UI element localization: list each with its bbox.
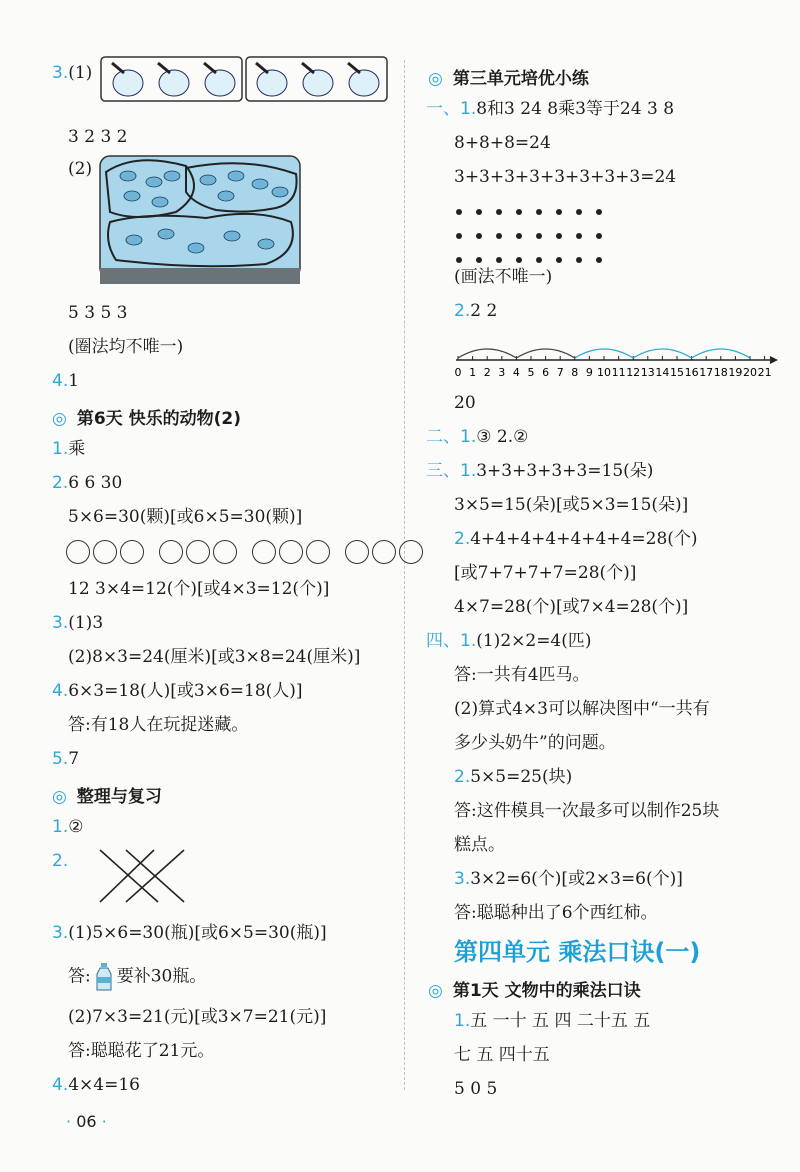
p4-q1-answer: 答:一共有4匹马。	[454, 665, 590, 685]
p4-q2: 2.5×5=25(块)	[454, 767, 573, 787]
dot-row-3	[456, 248, 616, 267]
number-line-label: 12	[626, 366, 641, 379]
p1-q2-answer: 20	[454, 393, 476, 413]
s6-q2-answer: 12 3×4=12(个)[或4×3=12(个)]	[68, 579, 330, 599]
section-day1-title: ◎ 第1天 文物中的乘法口诀	[428, 981, 641, 1001]
number-line-label: 5	[527, 366, 535, 379]
number-line-label: 6	[542, 366, 550, 379]
p1-q2: 2.2 2	[454, 301, 498, 321]
p3-q2-c: 4×7=28(个)[或7×4=28(个)]	[454, 597, 689, 617]
number-line-label: 3	[498, 366, 506, 379]
p4-q3-answer: 答:聪聪种出了6个西红柿。	[454, 903, 658, 923]
q3-2-answer: 5 3 5 3	[68, 303, 128, 323]
q3-2-label: (2)	[68, 159, 93, 179]
number-line-label: 18	[713, 366, 728, 379]
section-marker-icon: ◎	[52, 787, 67, 807]
number-line	[452, 332, 782, 384]
section-marker-icon: ◎	[428, 981, 443, 1001]
s6-q4-answer: 答:有18人在玩捉迷藏。	[68, 715, 249, 735]
p1-q1-a: 8+8+8=24	[454, 133, 551, 153]
p1-q1-b: 3+3+3+3+3+3+3+3=24	[454, 167, 677, 187]
number-line-label: 21	[757, 366, 772, 379]
dot-row-1	[456, 200, 616, 219]
number-line-label: 17	[699, 366, 714, 379]
number-line-label: 19	[728, 366, 743, 379]
number-line-label: 1	[469, 366, 477, 379]
section-marker-icon: ◎	[428, 69, 443, 89]
bottle-icon	[93, 962, 115, 992]
r-q2: 2.	[52, 851, 69, 871]
number-line-label: 8	[571, 366, 579, 379]
page-number: · 06 ·	[66, 1112, 107, 1131]
d1-q1-b: 七 五 四十五	[454, 1045, 550, 1065]
r-q4: 4.4×4=16	[52, 1075, 140, 1095]
number-line-label: 15	[670, 366, 684, 379]
unit3-practice-title: ◎ 第三单元培优小练	[428, 69, 589, 89]
dot-row-2	[456, 224, 616, 243]
number-line-label: 14	[655, 366, 670, 379]
p1-note: (画法不唯一)	[454, 267, 553, 287]
s6-q1: 1.乘	[52, 439, 86, 459]
q3-1-label: 3.(1)	[52, 63, 93, 83]
unit4-title: 第四单元 乘法口诀(一)	[454, 938, 701, 966]
section-marker-icon: ◎	[52, 409, 67, 429]
r-q3-1-answer: 答: 要补30瓶。	[68, 962, 206, 992]
p3-q1-b: 3×5=15(朵)[或5×3=15(朵)]	[454, 495, 689, 515]
number-line-label: 7	[556, 366, 564, 379]
s6-q4: 4.6×3=18(人)[或3×6=18(人)]	[52, 681, 303, 701]
number-line-label: 9	[585, 366, 593, 379]
r-q3-2-answer: 答:聪聪花了21元。	[68, 1041, 215, 1061]
p4-q3: 3.3×2=6(个)[或2×3=6(个)]	[454, 869, 683, 889]
number-line-label: 11	[611, 366, 626, 379]
s6-q3-2: (2)8×3=24(厘米)[或3×8=24(厘米)]	[68, 647, 361, 667]
p3-q2: 2.4+4+4+4+4+4+4=28(个)	[454, 529, 698, 549]
number-line-label: 4	[512, 366, 520, 379]
r-q1: 1.②	[52, 817, 84, 837]
number-line-label: 0	[454, 366, 462, 379]
p1-q1: 一、1.8和3 24 8乘3等于24 3 8	[426, 99, 675, 119]
q4-answer: 4.1	[52, 371, 80, 391]
q3-note: (圈法均不唯一)	[68, 337, 184, 357]
circle-groups	[66, 540, 438, 564]
p4-q1-2b: 多少头奶牛”的问题。	[454, 733, 616, 753]
basket-illustration	[100, 55, 388, 105]
d1-q1-c: 5 0 5	[454, 1079, 498, 1099]
section-review-title: ◎ 整理与复习	[52, 787, 162, 807]
r-q3-1: 3.(1)5×6=30(瓶)[或6×5=30(瓶)]	[52, 923, 327, 943]
number-line-label: 2	[483, 366, 491, 379]
s6-q5: 5.7	[52, 749, 80, 769]
d1-q1: 1.五 一十 五 四 二十五 五	[454, 1011, 651, 1031]
number-line-label: 13	[640, 366, 655, 379]
column-divider	[404, 60, 405, 1090]
number-line-label: 10	[597, 366, 611, 379]
r-q3-2: (2)7×3=21(元)[或3×7=21(元)]	[68, 1007, 327, 1027]
p4-q1-2a: (2)算式4×3可以解决图中“一共有	[454, 699, 710, 719]
number-line-label: 16	[684, 366, 699, 379]
s6-q2: 2.6 6 30	[52, 473, 123, 493]
q3-1-answer: 3 2 3 2	[68, 127, 128, 147]
p4-q1: 四、1.(1)2×2=4(匹)	[426, 631, 592, 651]
fish-tank-illustration	[96, 152, 306, 288]
p2-answers: 二、1.③ 2.②	[426, 427, 529, 447]
s6-q3-1: 3.(1)3	[52, 613, 104, 633]
s6-q2-equation: 5×6=30(颗)[或6×5=30(颗)]	[68, 507, 303, 527]
p3-q2-b: [或7+7+7+7=28(个)]	[454, 563, 637, 583]
p4-q2-answer-b: 糕点。	[454, 835, 505, 855]
p4-q2-answer-a: 答:这件模具一次最多可以制作25块	[454, 801, 720, 821]
section-day6-title: ◎ 第6天 快乐的动物(2)	[52, 409, 241, 429]
p3-q1: 三、1.3+3+3+3+3=15(朵)	[426, 461, 654, 481]
number-line-label: 20	[743, 366, 757, 379]
matching-lines-diagram	[96, 846, 188, 906]
